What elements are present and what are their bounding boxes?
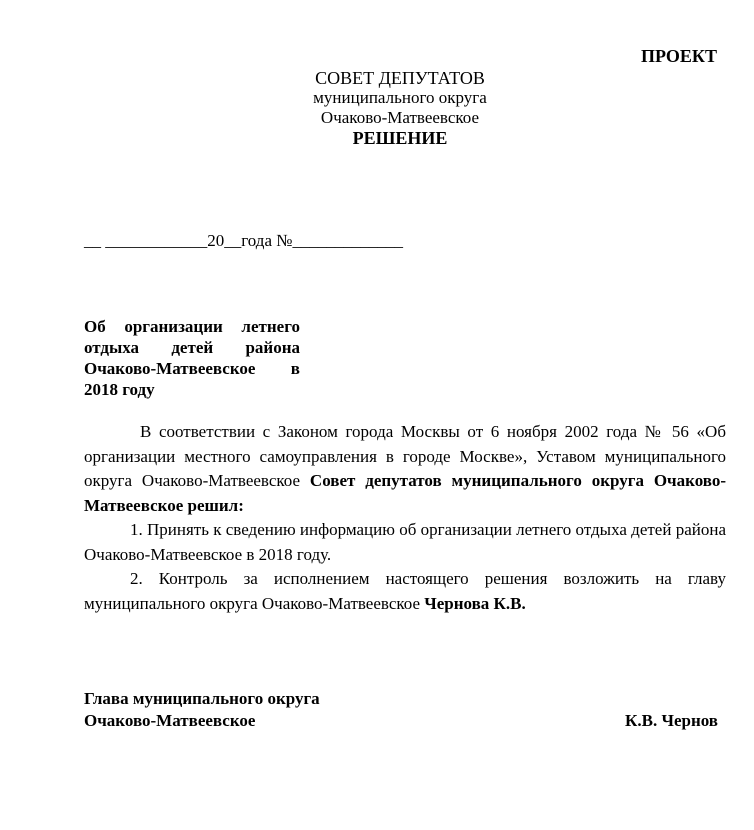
item2-bold: Чернова К.В. xyxy=(424,593,526,613)
document-type: РЕШЕНИЕ xyxy=(352,128,448,148)
date-number-line: __ ____________20__года №_____________ xyxy=(84,231,403,250)
subject-line-1: Об организации летнего xyxy=(84,317,300,336)
subject-line-3: Очаково-Матвеевское в xyxy=(84,359,300,378)
draft-stamp: ПРОЕКТ xyxy=(641,46,717,66)
subject-line-2: отдыха детей района xyxy=(84,338,300,357)
signatory-district: Очаково-Матвеевское xyxy=(84,711,256,730)
decision-body xyxy=(84,420,726,616)
preamble-text: В соответствии с Законом города Москвы от 6 ноября 2002 года № 56 «Об организации местного самоуправления в городе Москве», Уставом муниципального округа Очаково-Матвеевское xyxy=(84,422,726,490)
signatory-title: Глава муниципального округа xyxy=(84,689,320,708)
signature-row xyxy=(84,710,718,732)
council-title: СОВЕТ ДЕПУТАТОВ xyxy=(315,68,485,88)
subject-line-4: 2018 году xyxy=(84,380,155,399)
signatory-name: К.В. Чернов xyxy=(625,711,718,730)
decision-item-2 xyxy=(84,567,726,616)
signature-block xyxy=(84,688,718,732)
district-label: муниципального округа xyxy=(313,88,487,107)
item2-text: 2. Контроль за исполнением настоящего решения возложить на главу муниципального округа Очаково-Матвеевское xyxy=(84,569,726,613)
decision-item-1: 1. Принять к сведению информацию об организации летнего отдыха детей района Очаково-Матвеевское в 2018 году. xyxy=(84,520,726,564)
decision-subject xyxy=(84,316,300,400)
district-name: Очаково-Матвеевское xyxy=(320,108,480,127)
document-header xyxy=(0,68,754,148)
preamble-paragraph xyxy=(84,420,726,518)
preamble-bold: Совет депутатов муниципального округа Очаково-Матвеевское решил: xyxy=(84,471,727,515)
